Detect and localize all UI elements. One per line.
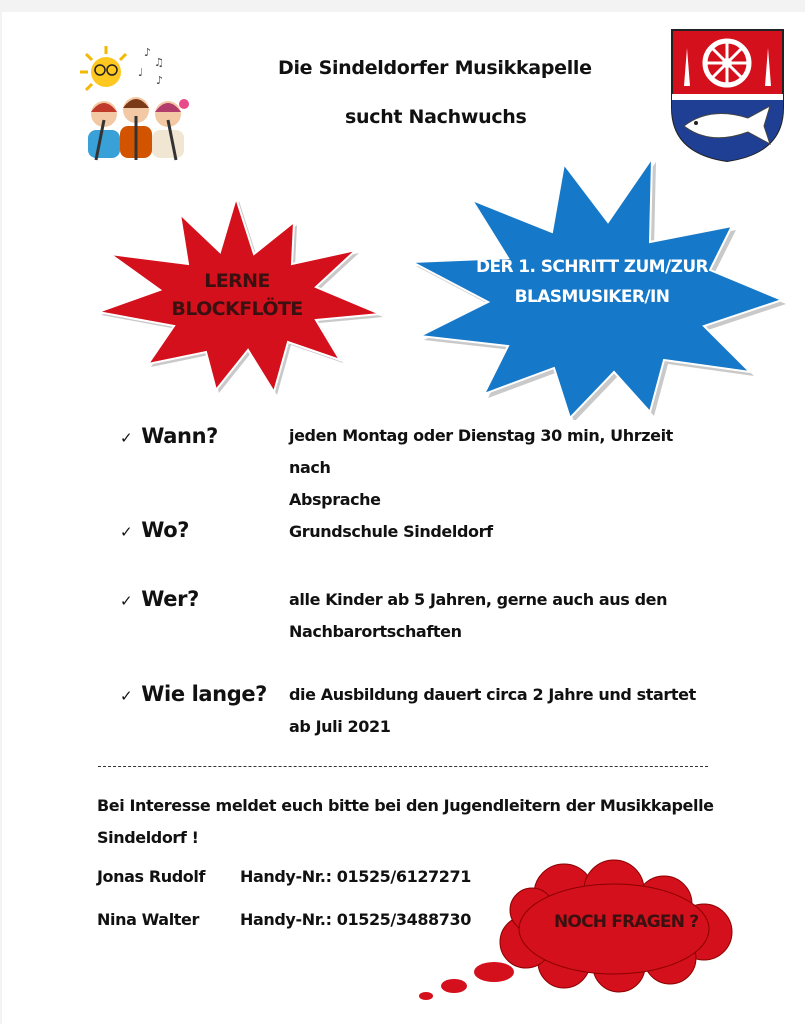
dashed-divider — [98, 766, 708, 767]
blue-starburst-text — [472, 252, 712, 312]
flyer-page — [2, 12, 805, 1024]
info-row-wann — [120, 424, 218, 448]
info-value-wo — [289, 516, 719, 548]
coat-of-arms-logo — [670, 28, 785, 163]
info-value-wer — [289, 584, 719, 648]
check-icon: ✓ — [120, 687, 133, 705]
kids-recorder-illustration — [76, 42, 201, 167]
check-icon: ✓ — [120, 592, 133, 610]
info-value-line: Nachbarortschaften — [289, 622, 462, 641]
contact-phone: Handy-Nr.: 01525/3488730 — [240, 910, 471, 929]
info-value-line: jeden Montag oder Dienstag 30 min, Uhrzeit nach — [289, 426, 673, 477]
info-label: Wer? — [141, 587, 199, 611]
info-value-line: alle Kinder ab 5 Jahren, gerne auch aus den — [289, 590, 668, 609]
info-label: Wie lange? — [141, 682, 267, 706]
info-label: Wann? — [141, 424, 218, 448]
check-icon: ✓ — [120, 429, 133, 447]
info-value-wie-lange — [289, 679, 719, 743]
info-row-wo — [120, 518, 189, 542]
blue-burst-line-1: DER 1. SCHRITT ZUM/ZUR — [475, 257, 709, 277]
info-value-line: ab Juli 2021 — [289, 717, 391, 736]
red-burst-line-1: LERNE — [204, 270, 270, 292]
info-value-wann — [289, 420, 719, 516]
check-icon: ✓ — [120, 523, 133, 541]
contact-phone: Handy-Nr.: 01525/6127271 — [240, 867, 471, 886]
blue-burst-line-2: BLASMUSIKER/IN — [514, 287, 670, 307]
svg-text:♪: ♪ — [156, 74, 164, 87]
info-row-wie-lange — [120, 682, 267, 706]
red-burst-line-2: BLOCKFLÖTE — [171, 298, 303, 320]
contact-name: Jonas Rudolf — [97, 867, 206, 886]
info-value-line: Grundschule Sindeldorf — [289, 522, 493, 541]
info-label: Wo? — [141, 518, 190, 542]
info-row-wer — [120, 587, 199, 611]
cloud-text: NOCH FRAGEN ? — [554, 912, 699, 932]
svg-text:♪: ♪ — [144, 46, 152, 59]
red-starburst-text — [162, 267, 312, 323]
contact-intro-line-2: Sindeldorf ! — [97, 828, 199, 847]
info-value-line: die Ausbildung dauert circa 2 Jahre und startet — [289, 685, 696, 704]
svg-text:♩: ♩ — [138, 66, 144, 79]
info-value-line: Absprache — [289, 490, 381, 509]
svg-text:♫: ♫ — [154, 56, 164, 69]
title-line-2: sucht Nachwuchs — [345, 106, 527, 128]
contact-name: Nina Walter — [97, 910, 199, 929]
contact-intro-line-1: Bei Interesse meldet euch bitte bei den Jugendleitern der Musikkapelle — [97, 796, 714, 815]
contact-intro — [97, 790, 737, 854]
title-line-1: Die Sindeldorfer Musikkapelle — [278, 57, 592, 79]
